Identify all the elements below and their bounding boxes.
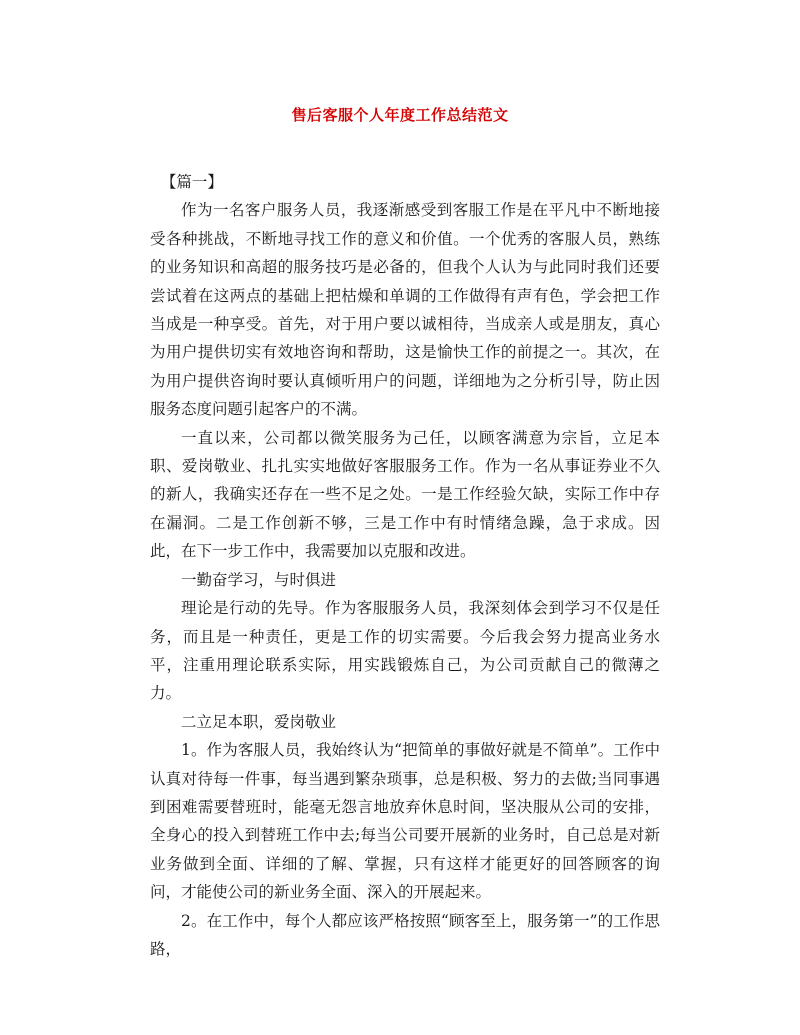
paragraph-intro: 作为一名客户服务人员，我逐渐感受到客服工作是在平凡中不断地接受各种挑战，不断地寻找工作的意义和价值。一个优秀的客服人员，熟练的业务知识和高超的服务技巧是必备的，但我个人认为与此同时我们还要尝试着在这两点的基础上把枯燥和单调的工作做得有声有色，学会把工作当成是一种享受。首先，对于用户要以诚相待，当成亲人或是朋友，真心为用户提供切实有效地咨询和帮助，这是愉快工作的前提之一。其次，在为用户提供咨询时要认真倾听用户的问题，详细地为之分析引导，防止因服务态度问题引起客户的不满。 [150,201,660,419]
heading-dedication: 二立足本职，爱岗敬业 [181,712,337,731]
document-title: 售后客服个人年度工作总结范文 [291,106,509,124]
heading-study: 一勤奋学习，与时俱进 [181,570,337,589]
document-body [150,168,660,963]
paragraph-point-1: 1。作为客服人员，我始终认为“把简单的事做好就是不简单”。工作中认真对待每一件事，每当遇到繁杂琐事，总是积极、努力的去做;当同事遇到困难需要替班时，能毫无怨言地放弃休息时间，坚决服从公司的安排，全身心的投入到替班工作中去;每当公司要开展新的业务时，自己总是对新业务做到全面、详细的了解、掌握，只有这样才能更好的回答顾客的询问，才能使公司的新业务全面、深入的开展起来。 [150,741,660,902]
paragraph-commitment: 一直以来，公司都以微笑服务为己任，以顾客满意为宗旨，立足本职、爱岗敬业、扎扎实实地做好客服服务工作。作为一名从事证券业不久的新人，我确实还存在一些不足之处。一是工作经验欠缺，实际工作中存在漏洞。二是工作创新不够，三是工作中有时情绪急躁，急于求成。因此，在下一步工作中，我需要加以克服和改进。 [150,428,660,561]
paragraph-study: 理论是行动的先导。作为客服服务人员，我深刻体会到学习不仅是任务，而且是一种责任，更是工作的切实需要。今后我会努力提高业务水平，注重用理论联系实际，用实践锻炼自己，为公司贡献自己的微薄之力。 [150,599,660,703]
section-label: 【篇一】 [160,173,223,191]
paragraph-point-2: 2。在工作中，每个人都应该严格按照“顾客至上，服务第一”的工作思路， [150,911,660,958]
